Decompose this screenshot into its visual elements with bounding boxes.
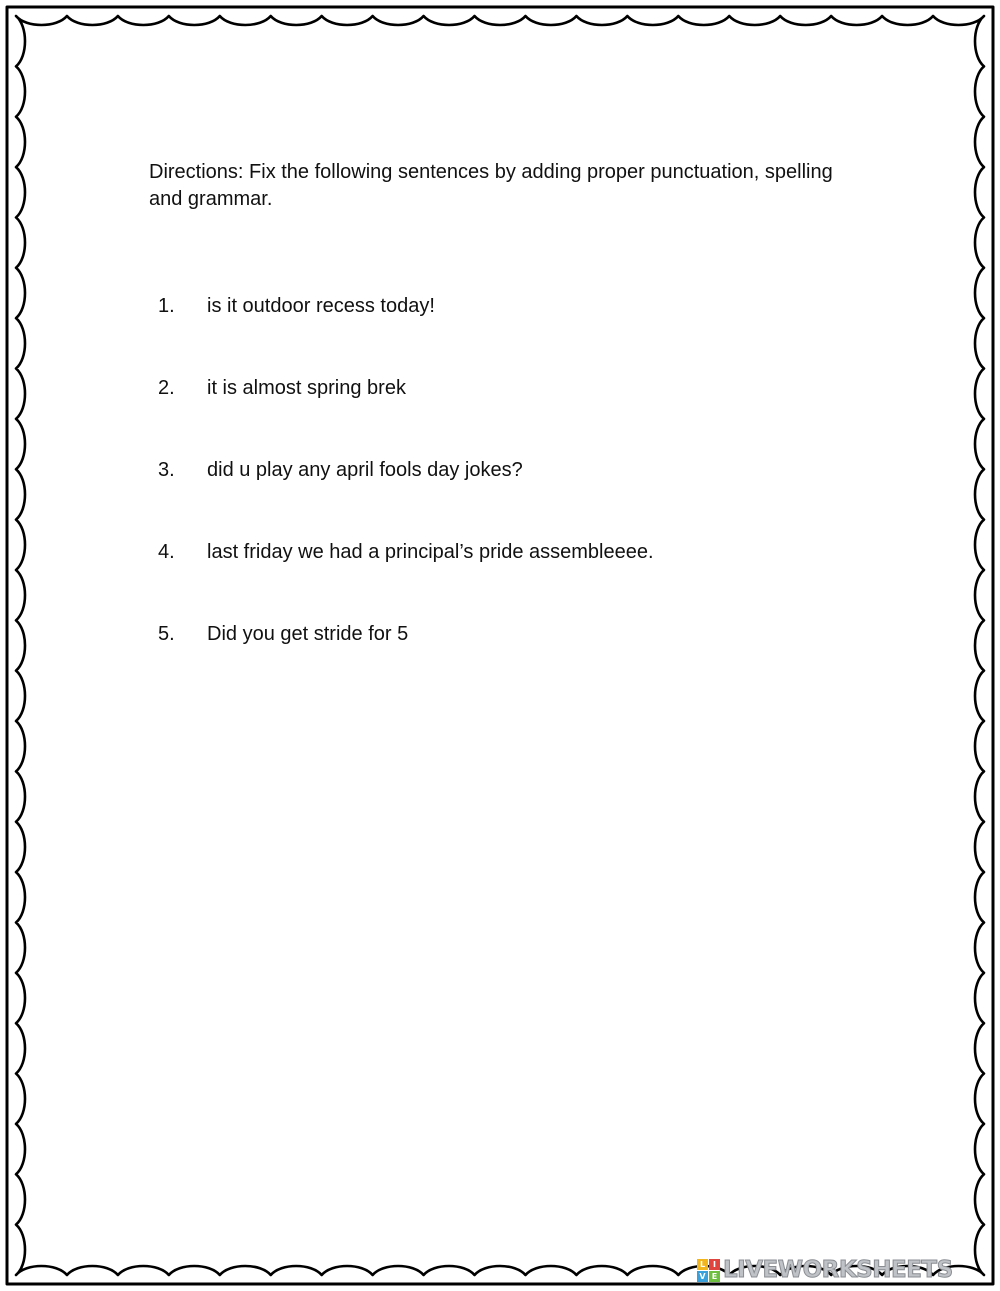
liveworksheets-watermark: [697, 1255, 953, 1285]
item-sentence: is it outdoor recess today!: [207, 295, 435, 317]
sentence-item-1: [0, 293, 1000, 319]
logo-letter-l: L: [697, 1259, 708, 1270]
logo-letter-e: E: [709, 1271, 720, 1282]
item-number: 4.: [158, 541, 175, 563]
item-sentence: Did you get stride for 5: [207, 623, 409, 645]
sentence-item-4: [0, 539, 1000, 565]
sentence-item-2: [0, 375, 1000, 401]
item-number: 1.: [158, 295, 175, 317]
watermark-text: LIVEWORKSHEETS: [723, 1257, 953, 1283]
item-number: 5.: [158, 623, 175, 645]
logo-letter-i: I: [709, 1259, 720, 1270]
item-sentence: did u play any april fools day jokes?: [207, 459, 523, 481]
liveworksheets-logo-icon: [697, 1259, 720, 1282]
item-number: 3.: [158, 459, 175, 481]
directions-text: Directions: Fix the following sentences by adding proper punctuation, spelling and grammar.: [149, 161, 833, 210]
sentence-item-5: [0, 621, 1000, 647]
sentence-item-3: [0, 457, 1000, 483]
item-number: 2.: [158, 377, 175, 399]
item-sentence: it is almost spring brek: [207, 377, 406, 399]
logo-letter-v: V: [697, 1271, 708, 1282]
item-sentence: last friday we had a principal’s pride assembleeee.: [207, 541, 654, 563]
